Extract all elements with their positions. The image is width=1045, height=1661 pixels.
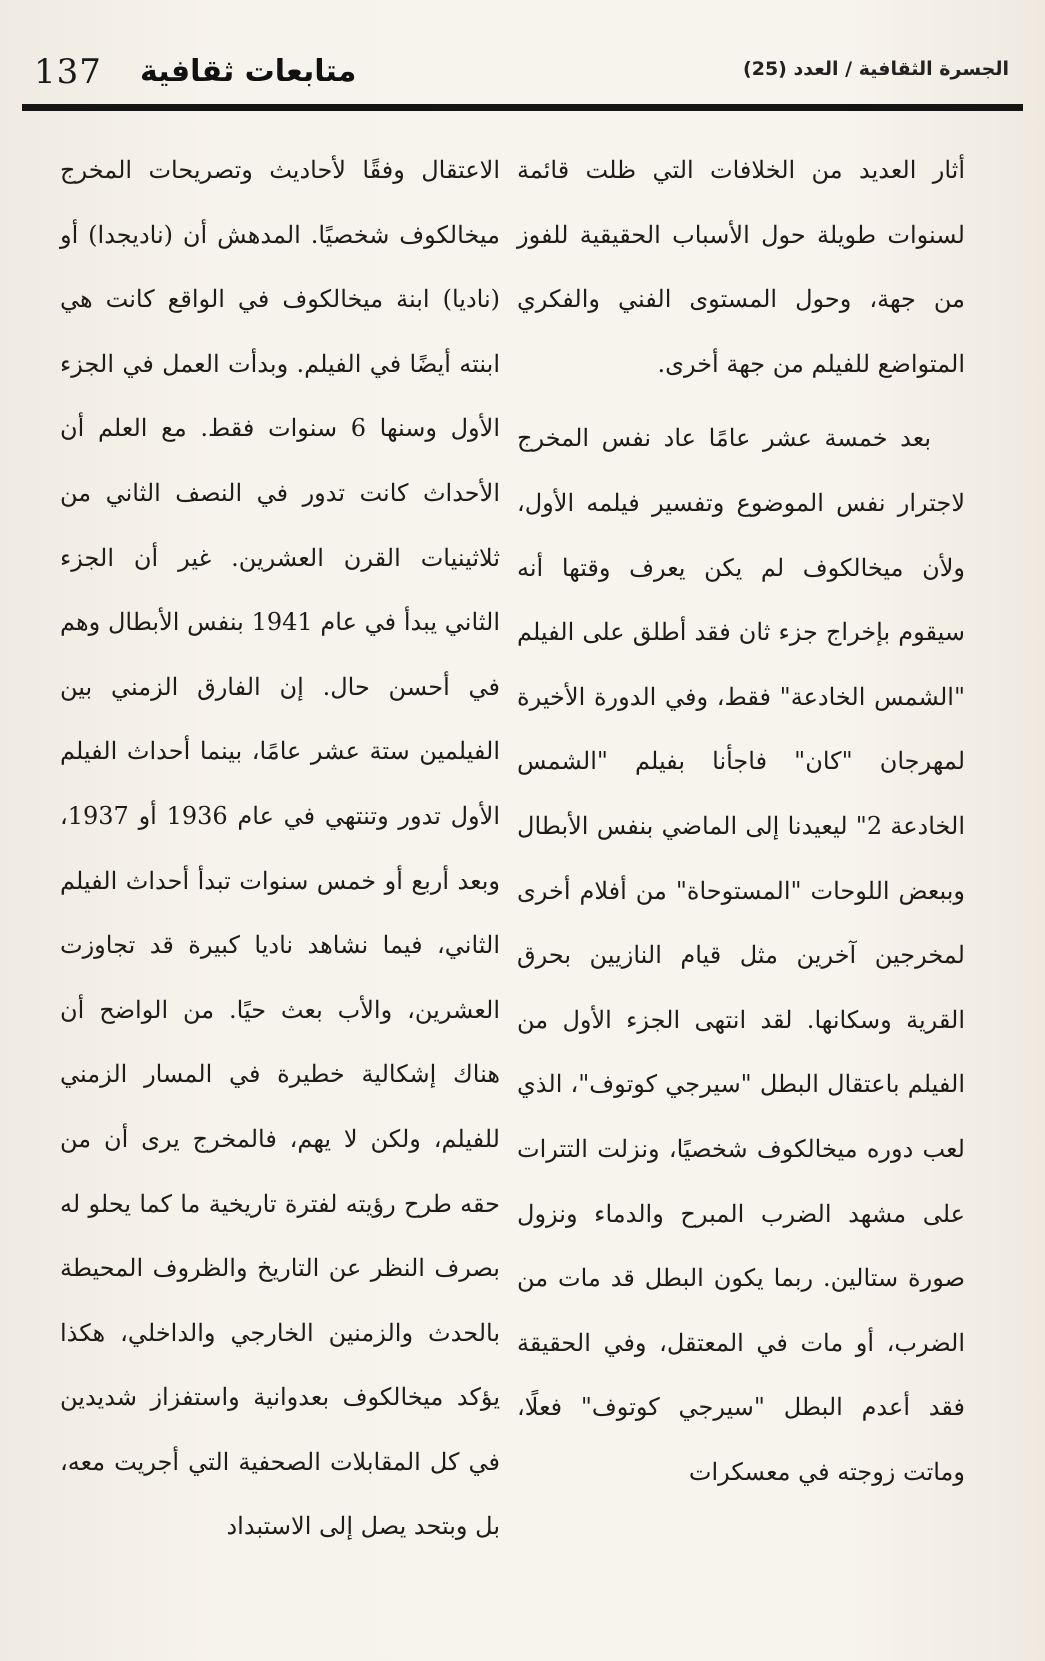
article-paragraph: بعد خمسة عشر عامًا عاد نفس المخرج لاجترار نفس الموضوع وتفسير فيلمه الأول، ولأن ميخالكوف لم يكن يعرف وقتها أنه سيقوم بإخراج جزء ثان فقد أطلق على الفيلم "الشمس الخادعة" فقط، وفي الدورة الأخيرة لمهرجان "كان" فاجأنا بفيلم "الشمس الخادعة 2" ليعيدنا إلى الماضي بنفس الأبطال وببعض اللوحات "المستوحاة" من أفلام أخرى لمخرجين آخرين مثل قيام النازيين بحرق القرية وسكانها. لقد انتهى الجزء الأول من الفيلم باعتقال البطل "سيرجي كوتوف"، الذي لعب دوره ميخالكوف شخصيًا، ونزلت التترات على مشهد الضرب المبرح والدماء ونزول صورة ستالين. ربما يكون البطل قد مات من الضرب، أو مات في المعتقل، وفي الحقيقة فقد أعدم البطل "سيرجي كوتوف" فعلًا، وماتت زوجته في معسكرات (517, 424, 965, 1486)
article-column-right (517, 138, 965, 1504)
page-number: 137 (34, 52, 102, 92)
article-column-left (60, 138, 500, 1559)
article-paragraph: أثار العديد من الخلافات التي ظلت قائمة لسنوات طويلة حول الأسباب الحقيقية للفوز من جهة، وحول المستوى الفني والفكري المتواضع للفيلم من جهة أخرى. (517, 156, 965, 378)
page-header (22, 44, 1023, 94)
magazine-issue-label: الجسرة الثقافية / العدد (25) (743, 58, 1009, 80)
header-divider (22, 104, 1023, 111)
article-paragraph: الاعتقال وفقًا لأحاديث وتصريحات المخرج ميخالكوف شخصيًا. المدهش أن (ناديجدا) أو (ناديا) ابنة ميخالكوف في الواقع كانت هي ابنته أيضًا في الفيلم. وبدأت العمل في الجزء الأول وسنها 6 سنوات فقط. مع العلم أن الأحداث كانت تدور في النصف الثاني من ثلاثينيات القرن العشرين. غير أن الجزء الثاني يبدأ في عام 1941 بنفس الأبطال وهم في أحسن حال. إن الفارق الزمني بين الفيلمين ستة عشر عامًا، بينما أحداث الفيلم الأول تدور وتنتهي في عام 1936 أو 1937، وبعد أربع أو خمس سنوات تبدأ أحداث الفيلم الثاني، فيما نشاهد ناديا كبيرة قد تجاوزت العشرين، والأب بعث حيًا. من الواضح أن هناك إشكالية خطيرة في المسار الزمني للفيلم، ولكن لا يهم، فالمخرج يرى أن من حقه طرح رؤيته لفترة تاريخية ما كما يحلو له بصرف النظر عن التاريخ والظروف المحيطة بالحدث والزمنين الخارجي والداخلي، هكذا يؤكد ميخالكوف بعدوانية واستفزاز شديدين في كل المقابلات الصحفية التي أجريت معه، بل وبتحد يصل إلى الاستبداد (60, 156, 500, 1541)
section-title: متابعات ثقافية (140, 54, 357, 89)
